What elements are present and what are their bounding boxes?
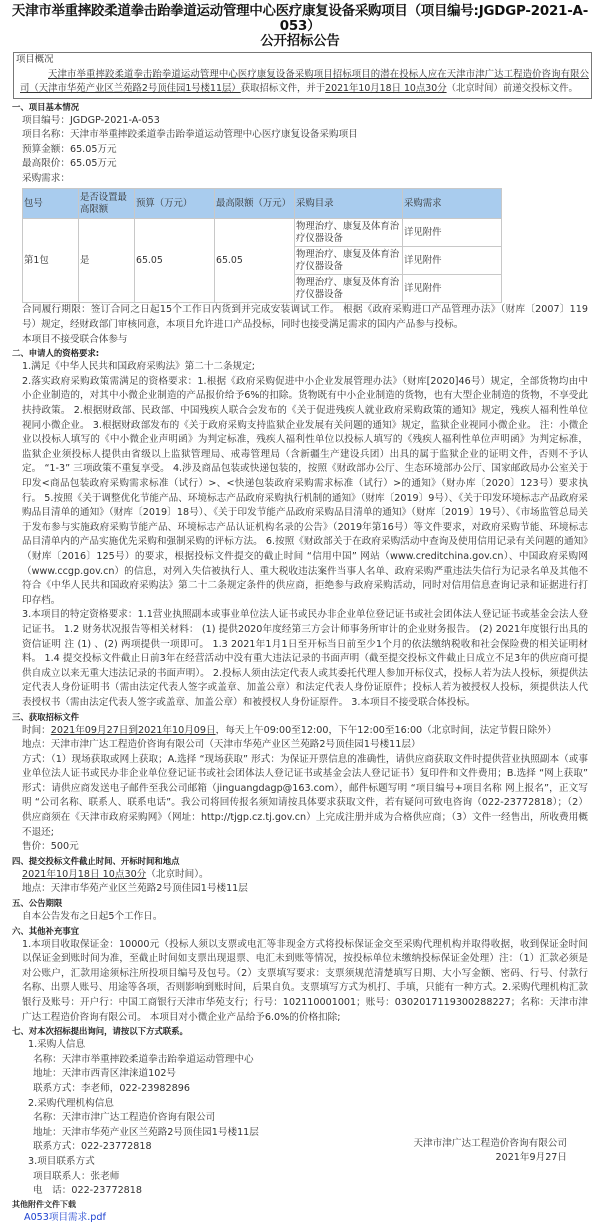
purchaser-address: 地址：天津市西青区津涞道102号 xyxy=(33,1068,177,1080)
overview-label: 项目概况 xyxy=(16,54,54,65)
purchaser-name: 名称：天津市举重摔跤柔道拳击跆拳道运动管理中心 xyxy=(33,1053,254,1065)
consortium-note: 本项目不接受联合体参与 xyxy=(22,333,128,345)
cell-catalog: 物理治疗、康复及体育治疗仪器设备 xyxy=(295,275,403,303)
table-row xyxy=(23,219,502,247)
qualification-item-1: 1.满足《中华人民共和国政府采购法》第二十二条规定; xyxy=(22,361,256,373)
cell-budget: 65.05 xyxy=(135,219,215,303)
project-number: 项目编号：JGDGP-2021-A-053 xyxy=(22,114,160,126)
contract-period: 合同履行期限：签订合同之日起15个工作日内货到并完成安装调试工作。 根据《政府采购进口产品管理办法》（财库〔2007〕119号）规定，经财政部门审核同意，本项目允许进口产品投标，同时也接受满足需求的国内产品参与投标。 xyxy=(22,304,588,331)
cell-limit: 65.05 xyxy=(215,219,295,303)
obtain-method: 方式：（1）现场获取或网上获取；A.选择 “现场获取” 形式：为保证开票信息的准确性，请供应商获取文件时提供营业执照副本（或事业单位法人证书或民办非企业单位登记证书或社会团体法人登记证书或基金会法人登记证书）复印件和文件费用；B.选择 “网上获取” 形式：请供应商发送电子邮件至我公司邮箱（jinguangdagp@163.com），邮件标题写明 “项目编号+项目名称 网上报名”，正文写明 “公司名称、联系人、联系电话”。我公司将回传报名须知请按具体要求获取文件，若有疑问可致电咨询（022-23772818）；（2）供应商须在《天津市政府采购网》（网址：http://tjgp.cz.tj.gov.cn）上完成注册并成为合格供应商；（3）文件一经售出，所收费用概不退还; xyxy=(22,753,588,838)
attachment-link-a053[interactable]: A053项目需求.pdf xyxy=(24,1211,106,1223)
section-1-heading: 一、项目基本情况 xyxy=(12,101,79,112)
agency-name: 名称：天津市津广达工程造价咨询有限公司 xyxy=(33,1112,216,1124)
section-6-body xyxy=(22,938,588,1026)
signature-date: 2021年9月27日 xyxy=(495,1152,567,1163)
section-3-heading: 三、获取招标文件 xyxy=(12,711,79,722)
section-2-body xyxy=(22,360,588,710)
obtain-time: 时间：2021年09月27日到2021年10月09日，每天上午09:00至12:00，下午12:00至16:00（北京时间，法定节假日除外） xyxy=(22,724,557,736)
section-5-heading: 五、公告期限 xyxy=(12,898,63,909)
attachments-heading: 其他附件文件下载 xyxy=(12,1199,76,1209)
cell-package: 第1包 xyxy=(23,219,79,303)
agency-address: 地址：天津市华苑产业区兰苑路2号顶佳园1号楼11层 xyxy=(33,1126,259,1138)
max-price: 最高限价：65.05万元 xyxy=(22,158,117,170)
section-4-heading: 四、提交投标文件截止时间、开标时间和地点 xyxy=(12,855,180,866)
section-7-heading: 七、对本次招标提出询问，请按以下方式联系。 xyxy=(12,1026,188,1037)
cell-catalog: 物理治疗、康复及体育治疗仪器设备 xyxy=(295,219,403,247)
signature-block xyxy=(414,1137,568,1165)
overview-text: 天津市举重摔跤柔道拳击跆拳道运动管理中心医疗康复设备采购项目招标项目的潜在投标人应在天津市津广达工程造价咨询有限公司（天津市华苑产业区兰苑路2号顶佳园1号楼11层）获取招标文件，并于2021年10月18日 10点30分（北京时间）前递交投标文件。 xyxy=(20,68,589,94)
project-contact-person: 项目联系人：张老师 xyxy=(33,1170,120,1182)
cell-demand: 详见附件 xyxy=(403,247,502,275)
section-6-heading: 六、其他补充事宜 xyxy=(12,925,79,936)
section-2-heading: 二、申请人的资格要求: xyxy=(12,348,100,359)
demand-label: 采购需求： xyxy=(22,172,70,184)
table-header-row xyxy=(23,189,502,219)
section-1-footer xyxy=(22,303,588,347)
col-catalog: 采购目录 xyxy=(295,189,403,219)
cell-has-limit: 是 xyxy=(79,219,135,303)
announcement-period: 自本公告发布之日起5个工作日。 xyxy=(22,911,163,923)
supplementary-matters: 1.本项目收取保证金：10000元（投标人须以支票或电汇等非现金方式将投标保证金交至采购代理机构并取得收据，收到保证金时间以保证金到账时间为准，至截止时间如支票出现退票、电汇未到账等情况，按投标单位未缴纳投标保证金处理）注：（1）汇款必须是对公账户，汇款用途须标注所投项目编号及包号。（2）支票填写要求：支票须规范清楚填写日期、大小写金额、密码、行号、付款行名称、出票人账号、用途等各项，否则影响到账时间，后果自负。支票填写方式为机打、手填，只能有一种方式。2.采购代理机构汇款银行及账号：开户行：中国工商银行天津市华苑支行；行号：102110001001；账号：0302017119300288227；名称：天津市津广达工程造价咨询有限公司。 本项目对小微企业产品给予6.0%的价格扣除; xyxy=(22,938,588,1023)
project-overview-box xyxy=(13,52,592,99)
project-name: 项目名称：天津市举重摔跤柔道拳击跆拳道运动管理中心医疗康复设备采购项目 xyxy=(22,129,358,141)
section-1-body xyxy=(22,114,588,187)
project-contact-heading: 3.项目联系方式 xyxy=(28,1155,95,1167)
signature-org: 天津市津广达工程造价咨询有限公司 xyxy=(413,1138,567,1149)
qualification-item-2: 2.落实政府采购政策需满足的资格要求：1.根据《政府采购促进中小企业发展管理办法》（财库[2020]46号）规定，全部货物均由中小企业制造的，对其中小微企业制造的产品报价给予6%的扣除。货物既有中小企业制造的货物，也有大型企业制造的货物，不享受此扶持政策。 2.根据财政部、民政部、中国残疾人联合会发布的《关于促进残疾人就业政府采购政策的通知》规定，残疾人福利性单位视同小微企业。 3.根据财政部发布的《关于政府采购支持监狱企业发展有关问题的通知》规定，监狱企业视同小微企业。 注：小微企业以投标人填写的《中小微企业声明函》为判定标准，残疾人福利性单位以投标人填写的《残疾人福利性单位声明函》为判定标准，监狱企业须投标人提供由省级以上监狱管理局、戒毒管理局（含新疆生产建设兵团）出具的属于监狱企业的证明文件，否则不予认定。 “1-3” 三项政策不重复享受。 4.涉及商品包装或快递包装的，按照《财政部办公厅、生态环境部办公厅、国家邮政局办公室关于印发<商品包装政府采购需求标准（试行）>、<快递包装政府采购需求标准（试行）>的通知》（财办库〔2020〕123号）要求执行。 5.按照《关于调整优化节能产品、环境标志产品政府采购执行机制的通知》（财库〔2019〕9号）、《关于印发环境标志产品政府采购品目清单的通知》（财库〔2019〕18号）、《关于印发节能产品政府采购品目清单的通知》（财库〔2019〕19号）、《市场监管总局关于发布参与实施政府采购节能产品、环境标志产品认证机构名录的公告》（2019年第16号）等文件要求，对政府采购节能、环境标志品目清单内的产品实施优先采购和强制采购的评标方法。 6.按照《财政部关于在政府采购活动中查询及使用信用记录有关问题的通知》（财库〔2016〕125号）的要求，根据投标文件提交的截止时间 “信用中国” 网站（www.creditchina.gov.cn）、中国政府采购网（www.ccgp.gov.cn）的信息，对列入失信被执行人、重大税收违法案件当事人名单、政府采购严重违法失信行为记录名单及其他不符合《中华人民共和国政府采购法》第二十二条规定条件的供应商，拒绝参与政府采购活动，同时对信用信息查询记录和证据进行打印存档。 xyxy=(22,375,588,606)
title-line-1: 天津市举重摔跤柔道拳击跆拳道运动管理中心医疗康复设备采购项目（项目编号:JGDGP-2021-A-053） xyxy=(11,4,589,34)
qualification-item-3: 3.本项目的特定资格要求：1.1营业执照副本或事业单位法人证书或民办非企业单位登记证书或社会团体法人登记证书或基金会法人登记证书。 1.2 财务状况报告等相关材料： (1) 提供2020年度经第三方会计师事务所审计的企业财务报告。 (2) 2021年度银行出具的资信证明 注 (1) 、(2) 两项提供一项即可。 1.3 2021年1月1日至开标当日前至少1个月的依法缴纳税收和社会保险费的相关证明材料。 1.4 提交投标文件截止日前3年在经营活动中没有重大违法记录的书面声明（截至提交投标文件截止日成立不足3年的供应商可提供自成立以来无重大违法记录的书面声明）。 2.投标人须由法定代表人或其委托代理人参加开标仪式，投标人若为法人投标，须提供法定代表人身份证明书（需由法定代表人签字或盖章、加盖公章）和法定代表人身份证原件；投标人若为被授权人投标，须提供法人代表授权书（需由法定代表人签字或盖章、加盖公章）和被授权人身份证原件。 3.本项目不接受联合体投标。 xyxy=(22,609,588,708)
purchaser-info xyxy=(28,1038,600,1199)
agency-contact: 联系方式：022-23772818 xyxy=(33,1141,152,1153)
project-contact-phone: 电 话：022-23772818 xyxy=(33,1185,142,1197)
announcement-title xyxy=(0,0,600,49)
procurement-demand-table xyxy=(22,188,502,303)
cell-catalog: 物理治疗、康复及体育治疗仪器设备 xyxy=(295,247,403,275)
overview-deadline: 2021年10月18日 10点30分 xyxy=(325,83,447,94)
title-line-2: 公开招标公告 xyxy=(260,34,340,49)
submission-deadline: 2021年10月18日 10点30分（北京时间）。 xyxy=(22,868,209,880)
section-5-body xyxy=(22,910,588,925)
col-demand: 采购需求 xyxy=(403,189,502,219)
agency-heading: 2.采购代理机构信息 xyxy=(28,1097,114,1109)
section-4-body xyxy=(22,868,588,897)
section-3-body xyxy=(22,724,588,855)
purchaser-heading: 1.采购人信息 xyxy=(28,1039,86,1051)
purchaser-contact: 联系方式：李老师，022-23982896 xyxy=(33,1082,190,1094)
col-limit: 最高限额（万元） xyxy=(215,189,295,219)
document-price: 售价：500元 xyxy=(22,841,79,853)
col-has-limit: 是否设置最高限额 xyxy=(79,189,135,219)
cell-demand: 详见附件 xyxy=(403,219,502,247)
col-package: 包号 xyxy=(23,189,79,219)
cell-demand: 详见附件 xyxy=(403,275,502,303)
obtain-place: 地点：天津市津广达工程造价咨询有限公司（天津市华苑产业区兰苑路2号顶佳园1号楼11层） xyxy=(22,739,421,751)
submission-place: 地点：天津市华苑产业区兰苑路2号顶佳园1号楼11层 xyxy=(22,883,248,895)
col-budget: 预算（万元） xyxy=(135,189,215,219)
budget-amount: 预算金额：65.05万元 xyxy=(22,143,117,155)
